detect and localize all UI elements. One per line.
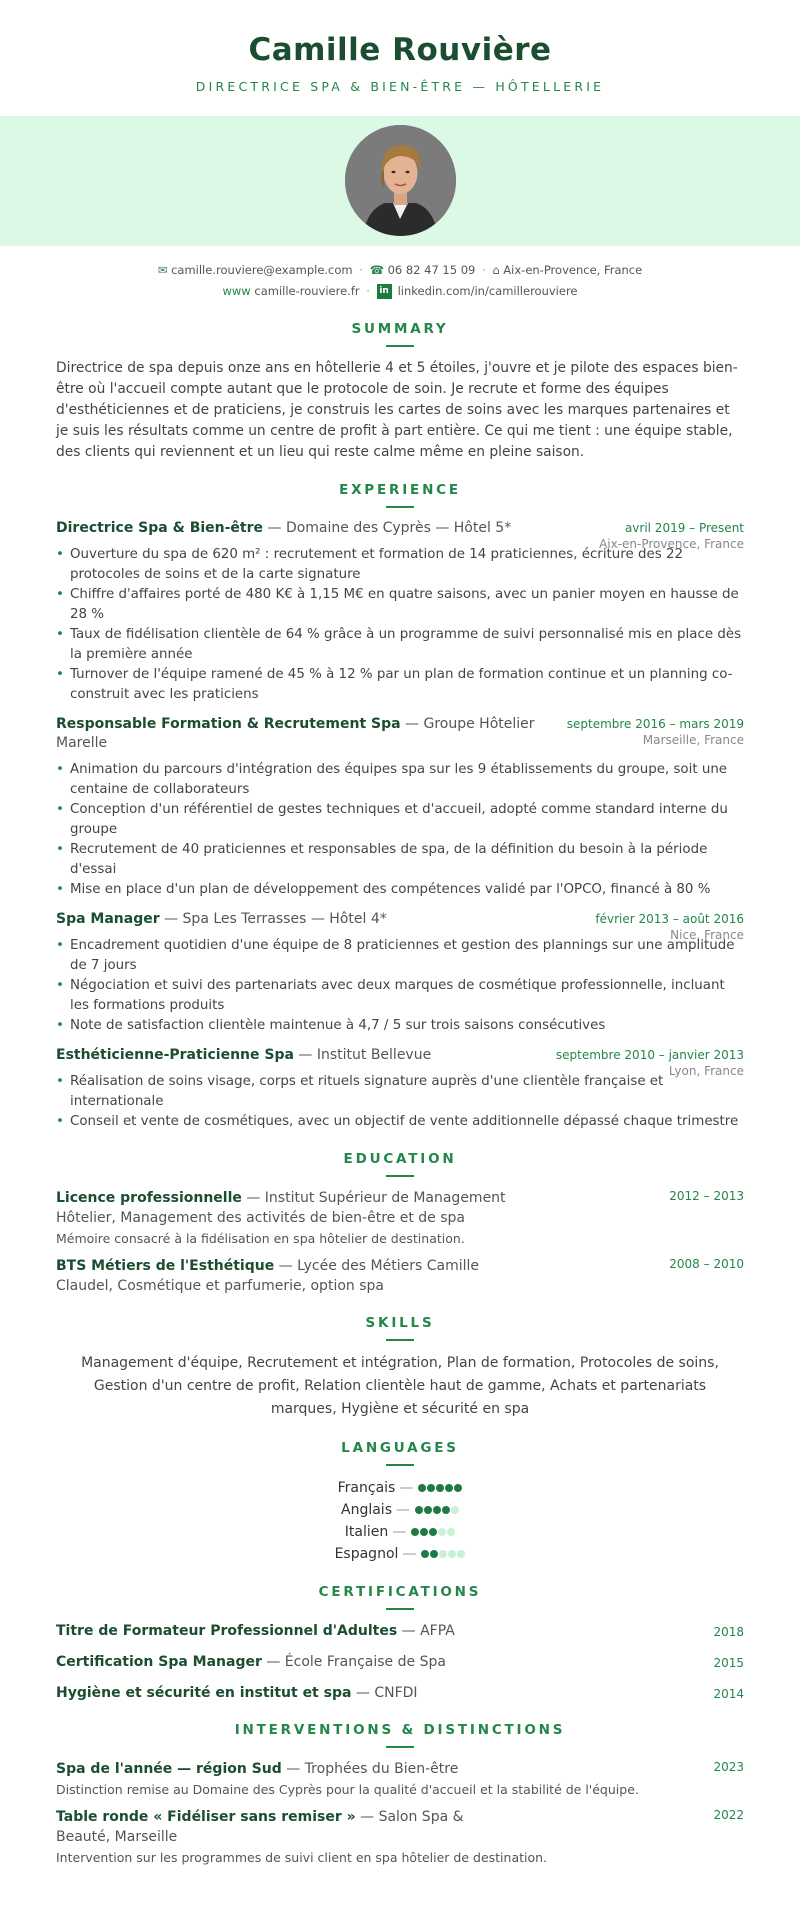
job-location: Lyon, France (668, 1064, 744, 1078)
award-name: Spa de l'année — région Sud (56, 1761, 282, 1777)
avatar (345, 125, 456, 236)
experience-heading: Spa Manager — Spa Les Terrasses — Hôtel 4* (56, 911, 387, 927)
experience-list (56, 519, 744, 1132)
section-heading: CERTIFICATIONS (318, 1584, 482, 1600)
awards-section (0, 1722, 800, 1867)
experience-section (0, 482, 800, 1132)
level-dot-filled (415, 1506, 423, 1514)
section-heading: EXPERIENCE (339, 482, 461, 498)
level-dot-empty (447, 1528, 455, 1536)
level-dot-empty (448, 1550, 456, 1558)
level-dot-filled (421, 1550, 429, 1558)
level-dot-filled (445, 1484, 453, 1492)
education-heading: Licence professionnelle — Institut Supérieur de Management Hôtelier, Management des activités de bien-être et de spa (56, 1190, 506, 1226)
level-dot-empty (457, 1550, 465, 1558)
award-org: Trophées du Bien-être (304, 1761, 459, 1777)
level-dot-filled (411, 1528, 419, 1536)
experience-heading: Directrice Spa & Bien-être — Domaine des Cyprès — Hôtel 5* (56, 520, 512, 536)
section-rule (386, 1339, 414, 1341)
job-bullet: • Mise en place d'un plan de développement des compétences validé par l'OPCO, financé à 80 % (56, 880, 744, 900)
job-bullet: • Encadrement quotidien d'une équipe de 8 praticiennes et gestion des plannings sur une amplitude de 7 jours (56, 936, 744, 976)
contact-separator: · (482, 263, 486, 277)
level-dot-empty (451, 1506, 459, 1514)
award-description: Intervention sur les programmes de suivi client en spa hôtelier de destination. (56, 1850, 548, 1865)
job-location: Nice, France (670, 928, 744, 942)
skills-text: Management d'équipe, Recrutement et intégration, Plan de formation, Protocoles de soins, Gestion d'un centre de profit, Relation clientèle haut de gamme, Achats et partenariats marques, Hygiène et sécurité en spa (81, 1355, 719, 1417)
education-description: Mémoire consacré à la fidélisation en spa hôtelier de destination. (56, 1231, 465, 1246)
level-dot-filled (427, 1484, 435, 1492)
education-date: 2012 – 2013 (669, 1189, 744, 1203)
award-name: Table ronde « Fidéliser sans remiser » (56, 1809, 356, 1825)
language-item: Espagnol — (56, 1543, 744, 1565)
award-heading: Spa de l'année — région Sud — Trophées du Bien-être (56, 1761, 459, 1777)
awards-list (56, 1759, 744, 1867)
job-bullets (56, 545, 744, 705)
level-dot-filled (433, 1506, 441, 1514)
language-name: Anglais (341, 1502, 392, 1518)
job-bullet: • Réalisation de soins visage, corps et rituels signature auprès d'une clientèle française et internationale (56, 1072, 744, 1112)
experience-heading: Esthéticienne-Praticienne Spa — Institut Bellevue (56, 1047, 432, 1063)
summary-section (0, 321, 800, 463)
experience-entry (56, 519, 744, 705)
job-bullet: • Animation du parcours d'intégration des équipes spa sur les 9 établissements du groupe, soit une centaine de collaborateurs (56, 760, 744, 800)
contact-phone[interactable]: 06 82 47 15 09 (387, 263, 476, 277)
job-role: Spa Manager (56, 911, 160, 927)
award-item (56, 1807, 744, 1867)
job-bullet: • Taux de fidélisation clientèle de 64 % grâce à un programme de suivi personnalisé mis en place dès la première année (56, 625, 744, 665)
level-dot-filled (429, 1528, 437, 1536)
job-bullet: • Conseil et vente de cosmétiques, avec un objectif de vente additionnelle dépassé chaque trimestre (56, 1112, 744, 1132)
contact-linkedin[interactable]: linkedin.com/in/camillerouviere (397, 284, 578, 298)
job-org: Institut Bellevue (316, 1047, 432, 1063)
email-icon: ✉ (157, 263, 168, 277)
job-org: Spa Les Terrasses — Hôtel 4* (182, 911, 387, 927)
job-bullet: • Turnover de l'équipe ramené de 45 % à 12 % par un plan de formation continue et un planning co-construit avec les praticiens (56, 665, 744, 705)
language-level (410, 1524, 455, 1540)
language-level (414, 1502, 459, 1518)
education-list (56, 1188, 744, 1296)
level-dot-filled (454, 1484, 462, 1492)
job-bullet: • Ouverture du spa de 620 m² : recrutement et formation de 14 praticiennes, écriture des 22 protocoles de soins et de la carte signature (56, 545, 744, 585)
certification-year: 2014 (713, 1687, 744, 1701)
language-name: Italien (344, 1524, 389, 1540)
summary-text: Directrice de spa depuis onze ans en hôtellerie 4 et 5 étoiles, j'ouvre et je pilote des espaces bien-être où l'accueil compte autant que le protocole de soin. Je recrute et forme des équipes d'esthéticiennes et de praticiens, je construis les cartes de soins avec les marques partenaires et je suis les résultats comme un centre de profit à part entière. Ce qui me tient : une équipe stable, des clients qui reviennent et un lieu qui reste calme même en pleine saison. (56, 360, 738, 460)
certifications-list (56, 1621, 744, 1703)
school-name: Institut Supérieur de Management Hôtelier (56, 1190, 506, 1226)
contact-block (0, 260, 800, 302)
level-dot-filled (430, 1550, 438, 1558)
photo-band (0, 116, 800, 246)
education-section (0, 1151, 800, 1296)
award-item (56, 1759, 744, 1799)
language-level (420, 1546, 465, 1562)
resume-header (0, 0, 800, 116)
job-location: Marseille, France (642, 733, 744, 747)
job-role: Directrice Spa & Bien-être (56, 520, 264, 536)
skills-section (0, 1315, 800, 1421)
languages-list (56, 1477, 744, 1565)
job-role: Responsable Formation & Recrutement Spa (56, 716, 401, 732)
language-name: Espagnol (334, 1546, 399, 1562)
award-year: 2022 (713, 1808, 744, 1822)
contact-location: Aix-en-Provence, France (503, 263, 643, 277)
degree-name: BTS Métiers de l'Esthétique (56, 1258, 275, 1274)
location-pin-icon: ⌂ (492, 263, 500, 277)
contact-line-1 (0, 260, 800, 281)
job-bullet: • Chiffre d'affaires porté de 480 K€ à 1,15 M€ en quatre saisons, avec un panier moyen en hausse de 28 % (56, 585, 744, 625)
contact-line-2 (0, 281, 800, 302)
certification-name: Titre de Formateur Professionnel d'Adultes (56, 1623, 398, 1639)
section-rule (386, 1464, 414, 1466)
portrait-photo (345, 125, 456, 236)
section-heading: INTERVENTIONS & DISTINCTIONS (234, 1722, 566, 1738)
award-year: 2023 (713, 1760, 744, 1774)
job-bullet: • Conception d'un référentiel de gestes techniques et d'accueil, adopté comme standard interne du groupe (56, 800, 744, 840)
job-bullets (56, 936, 744, 1036)
language-item: Anglais — (56, 1499, 744, 1521)
candidate-title: DIRECTRICE SPA & BIEN-ÊTRE — HÔTELLERIE (195, 79, 605, 94)
certification-org: École Française de Spa (284, 1654, 446, 1670)
section-rule (386, 1608, 414, 1610)
section-heading: LANGUAGES (341, 1440, 459, 1456)
phone-icon: ☎ (369, 263, 384, 277)
website-prefix: www (222, 284, 251, 298)
certifications-section (0, 1584, 800, 1703)
education-date: 2008 – 2010 (669, 1257, 744, 1271)
contact-separator: · (359, 263, 363, 277)
language-name: Français (337, 1480, 396, 1496)
certification-item: Titre de Formateur Professionnel d'Adultes — AFPA 2018 (56, 1621, 744, 1641)
job-date: septembre 2010 – janvier 2013 (555, 1048, 744, 1062)
level-dot-empty (439, 1550, 447, 1558)
education-heading: BTS Métiers de l'Esthétique — Lycée des Métiers Camille Claudel, Cosmétique et parfumerie, option spa (56, 1258, 479, 1294)
section-heading: SKILLS (365, 1315, 435, 1331)
experience-heading: Responsable Formation & Recrutement Spa — Groupe Hôtelier Marelle (56, 716, 535, 751)
level-dot-filled (420, 1528, 428, 1536)
linkedin-icon: in (377, 284, 392, 299)
language-item: Français — (56, 1477, 744, 1499)
job-role: Esthéticienne-Praticienne Spa (56, 1047, 294, 1063)
certification-item: Hygiène et sécurité en institut et spa — CNFDI 2014 (56, 1683, 744, 1703)
job-bullet: • Recrutement de 40 praticiennes et responsables de spa, de la définition du besoin à la période d'essai (56, 840, 744, 880)
section-heading: EDUCATION (343, 1151, 457, 1167)
experience-entry (56, 910, 744, 1036)
candidate-name: Camille Rouvière (248, 32, 552, 68)
section-rule (386, 1175, 414, 1177)
degree-field: Cosmétique et parfumerie, option spa (117, 1278, 384, 1294)
section-rule (386, 506, 414, 508)
job-org: Domaine des Cyprès — Hôtel 5* (285, 520, 512, 536)
contact-website[interactable]: camille-rouviere.fr (254, 284, 360, 298)
job-bullet: • Note de satisfaction clientèle maintenue à 4,7 / 5 sur trois saisons consécutives (56, 1016, 744, 1036)
job-bullet: • Négociation et suivi des partenariats avec deux marques de cosmétique professionnelle, incluant les formations produits (56, 976, 744, 1016)
section-rule (386, 345, 414, 347)
certification-year: 2018 (713, 1625, 744, 1639)
contact-separator: · (366, 284, 370, 298)
language-level (417, 1480, 462, 1496)
job-bullets (56, 1072, 744, 1132)
job-date: février 2013 – août 2016 (595, 912, 744, 926)
level-dot-filled (418, 1484, 426, 1492)
job-date: avril 2019 – Present (624, 521, 744, 535)
award-description: Distinction remise au Domaine des Cyprès pour la qualité d'accueil et la stabilité de l'équipe. (56, 1782, 639, 1797)
job-date: septembre 2016 – mars 2019 (566, 717, 744, 731)
certification-name: Certification Spa Manager (56, 1654, 262, 1670)
award-org: Salon Spa & Beauté, Marseille (56, 1809, 464, 1845)
certification-org: AFPA (420, 1623, 455, 1639)
level-dot-filled (424, 1506, 432, 1514)
experience-entry (56, 715, 744, 900)
section-rule (386, 1746, 414, 1748)
languages-section (0, 1440, 800, 1565)
level-dot-filled (442, 1506, 450, 1514)
certification-org: CNFDI (374, 1685, 418, 1701)
job-bullets (56, 760, 744, 900)
education-entry (56, 1188, 744, 1248)
certification-name: Hygiène et sécurité en institut et spa (56, 1685, 352, 1701)
experience-entry (56, 1046, 744, 1132)
level-dot-empty (438, 1528, 446, 1536)
certification-year: 2015 (713, 1656, 744, 1670)
job-org: Groupe Hôtelier Marelle (56, 716, 535, 751)
contact-email[interactable]: camille.rouviere@example.com (171, 263, 353, 277)
language-item: Italien — (56, 1521, 744, 1543)
education-entry (56, 1256, 744, 1296)
certification-item: Certification Spa Manager — École Française de Spa 2015 (56, 1652, 744, 1672)
school-name: Lycée des Métiers Camille Claudel (56, 1258, 479, 1294)
level-dot-filled (436, 1484, 444, 1492)
degree-name: Licence professionnelle (56, 1190, 242, 1206)
degree-field: Management des activités de bien-être et de spa (120, 1210, 465, 1226)
award-heading: Table ronde « Fidéliser sans remiser » — Salon Spa & Beauté, Marseille (56, 1809, 464, 1845)
job-location: Aix-en-Provence, France (599, 537, 744, 551)
section-heading: SUMMARY (351, 321, 449, 337)
